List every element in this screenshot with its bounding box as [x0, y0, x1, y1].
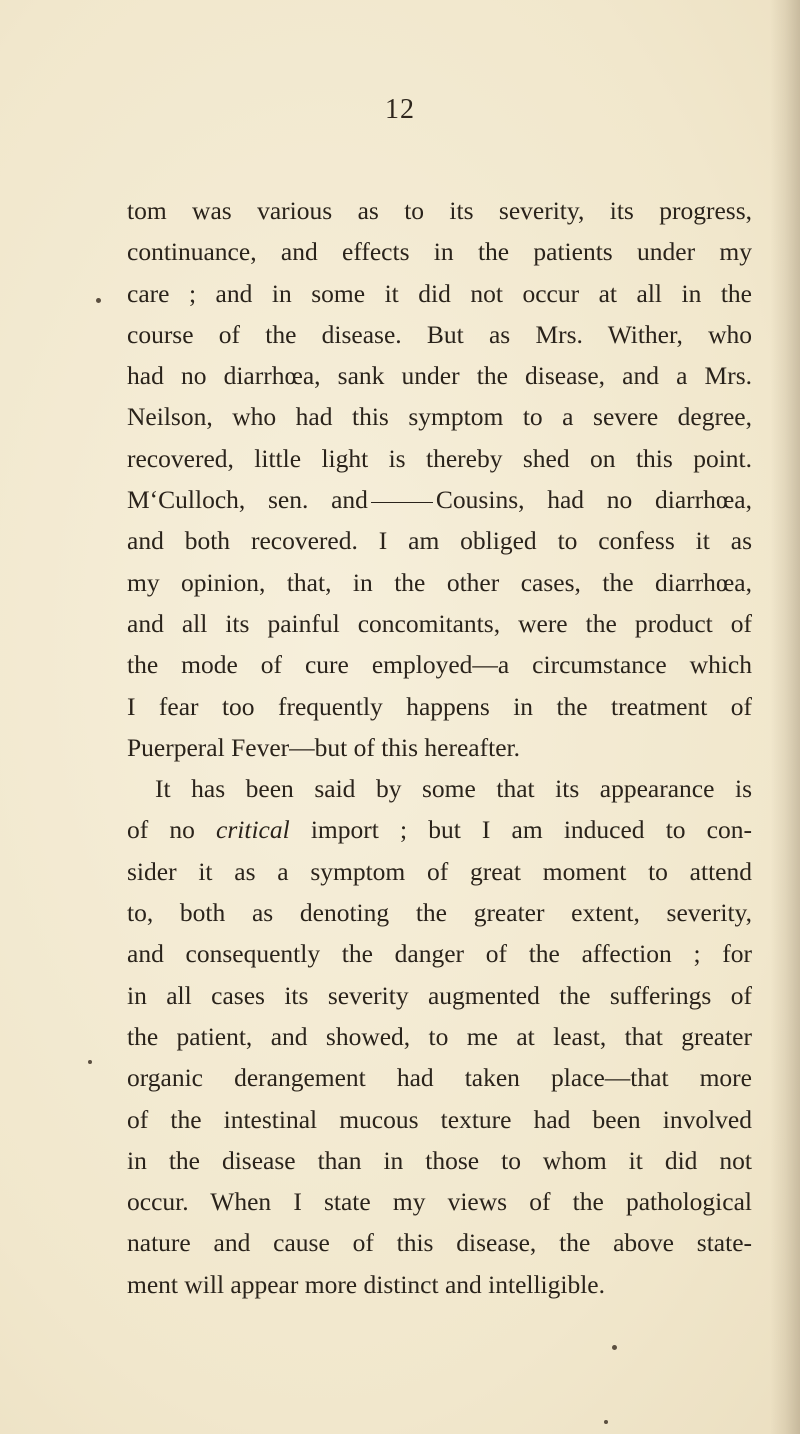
text-line: and all its painful concomitants, were the product of: [127, 608, 752, 638]
ink-speck: [88, 1060, 92, 1064]
body-text: [127, 190, 752, 1305]
text-line: of the intestinal mucous texture had been involved: [127, 1104, 752, 1134]
text-line: and consequently the danger of the affection ; for: [127, 939, 752, 969]
text-line-with-dash: [127, 479, 752, 520]
text-fragment: Cousins, had no diarrhœa,: [435, 485, 752, 515]
text-line: my opinion, that, in the other cases, the diarrhœa,: [127, 567, 752, 597]
ink-speck: [612, 1345, 617, 1350]
text-line: nature and cause of this disease, the above state-: [127, 1228, 752, 1258]
text-line: in all cases its severity augmented the sufferings of: [127, 980, 752, 1010]
text-line-with-italic: [127, 809, 752, 850]
text-line: and both recovered. I am obliged to confess it as: [127, 526, 752, 556]
text-line: care ; and in some it did not occur at all in the: [127, 278, 752, 308]
text-line: Neilson, who had this symptom to a severe degree,: [127, 402, 752, 432]
text-line: occur. When I state my views of the pathological: [127, 1187, 752, 1217]
text-line: course of the disease. But as Mrs. Wither, who: [127, 319, 752, 349]
text-line: recovered, little light is thereby shed on this point.: [127, 443, 752, 473]
text-line: in the disease than in those to whom it did not: [127, 1145, 752, 1175]
text-line: Puerperal Fever—but of this hereafter.: [127, 732, 520, 762]
page-number: 12: [385, 94, 415, 125]
text-fragment: of no: [127, 815, 217, 845]
text-line: tom was various as to its severity, its progress,: [127, 196, 752, 225]
text-line: to, both as denoting the greater extent, severity,: [127, 898, 752, 928]
paragraph-start: It has been said by some that its appearance is: [155, 774, 752, 804]
ink-speck: [604, 1420, 608, 1424]
text-line: ment will appear more distinct and intelligible.: [127, 1269, 606, 1299]
text-line: organic derangement had taken place—that more: [127, 1063, 752, 1093]
text-line: continuance, and effects in the patients under my: [127, 237, 752, 267]
italic-word: critical: [216, 815, 290, 845]
text-line: I fear too frequently happens in the treatment of: [127, 691, 752, 721]
text-line: the mode of cure employed—a circumstance which: [127, 650, 752, 680]
text-line: the patient, and showed, to me at least, that greater: [127, 1021, 752, 1051]
text-line: sider it as a symptom of great moment to attend: [127, 856, 752, 886]
text-fragment: M‘Culloch, sen. and: [127, 485, 368, 515]
blank-name-dash: [371, 502, 433, 503]
text-fragment: import ; but I am induced to con-: [289, 815, 752, 845]
ink-speck: [96, 298, 101, 303]
text-line: had no diarrhœa, sank under the disease, and a Mrs.: [127, 361, 752, 391]
